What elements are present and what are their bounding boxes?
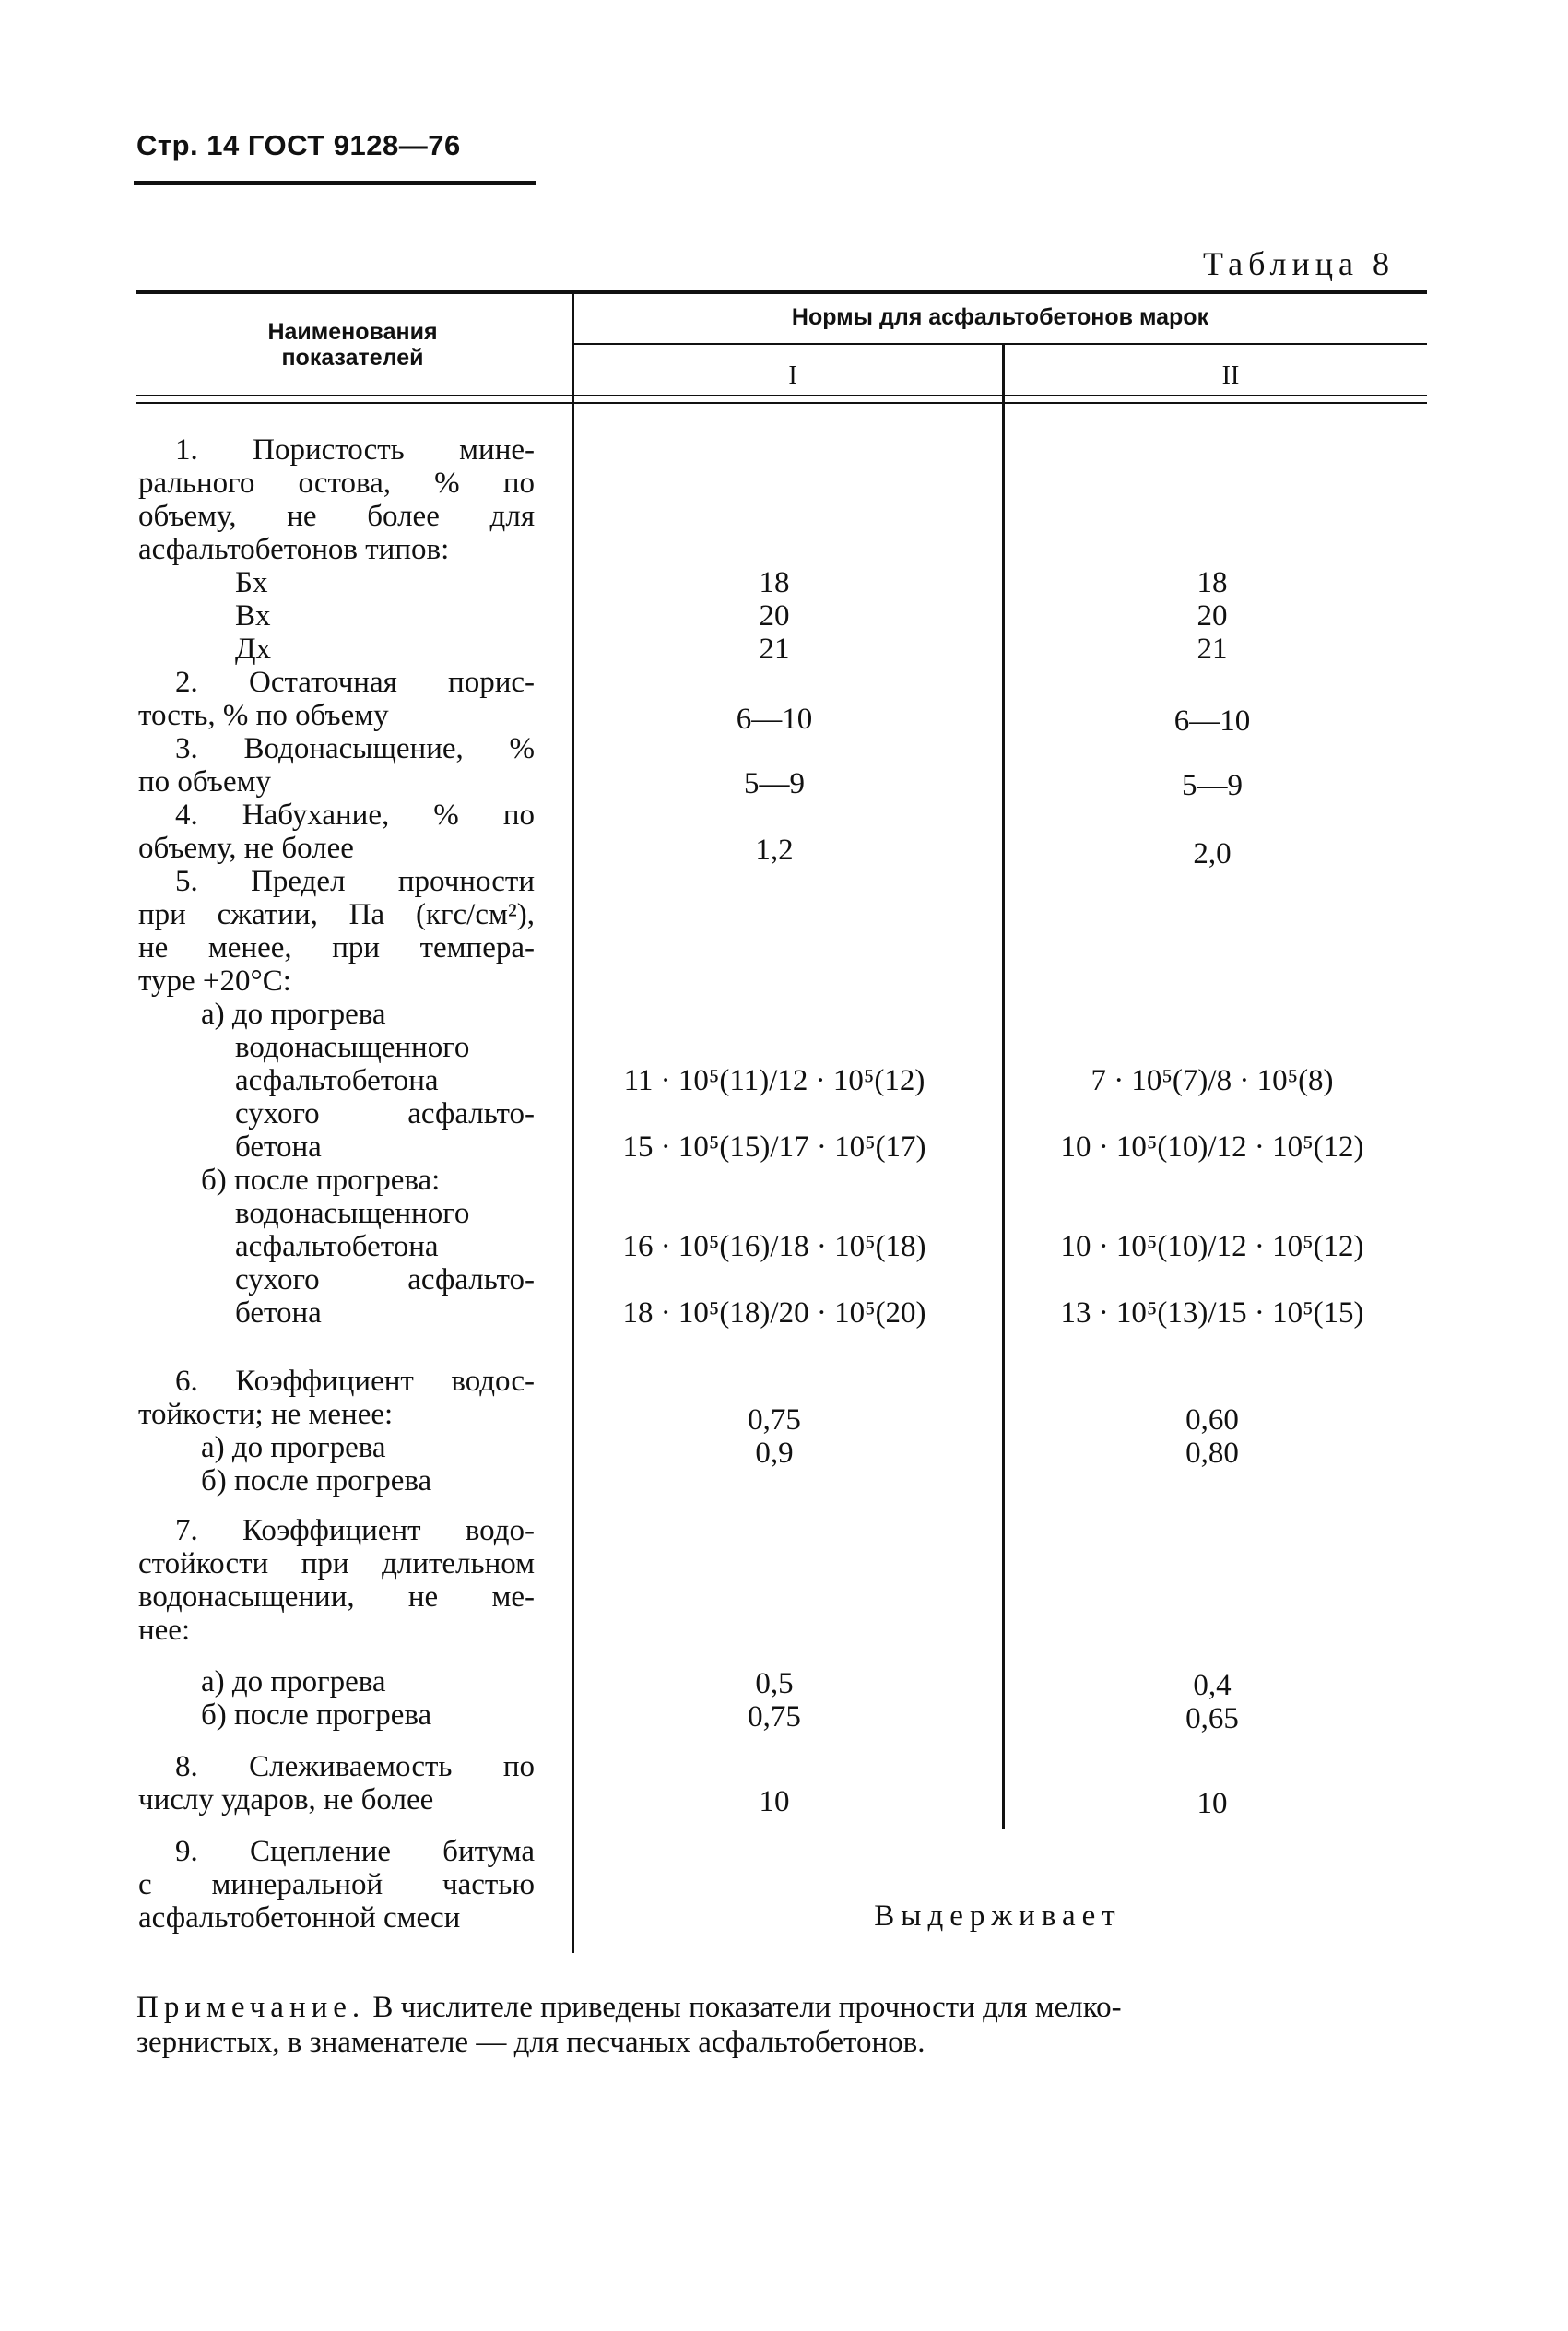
row-8-value-1: 10 [759, 1785, 790, 1818]
row-6-a: а) до прогрева [201, 1431, 386, 1464]
row-5-a-label: а) до прогрева [201, 998, 386, 1031]
row-1-sub-value-2: 21 [1197, 633, 1228, 666]
header-rule [134, 181, 536, 185]
row-4-value-1: 1,2 [755, 834, 794, 867]
row-3-line: 3. Водонасыщение, % [175, 732, 535, 765]
row-1-sub-value-1: 18 [759, 566, 790, 599]
row-9-line: с минеральной частью [138, 1868, 535, 1901]
header-mid-rule [572, 343, 1427, 345]
row-9-line: 9. Сцепление битума [175, 1835, 535, 1868]
row-1-line: 1. Пористость мине- [175, 433, 535, 467]
row-2-value-1: 6—10 [736, 703, 813, 736]
row-6-label [138, 1365, 535, 1497]
row-5-line: при сжатии, Па (кгс/см²), [138, 898, 535, 931]
row-7-value-1-b: 0,75 [748, 1700, 801, 1733]
table-top-rule [136, 290, 1427, 294]
row-6-line: 6. Коэффициент водос- [175, 1365, 535, 1398]
row-5-a-line: водонасыщенного [235, 1031, 470, 1064]
note-text-2: зернистых, в знаменателе — для песчаных асфальтобетонов. [136, 2026, 925, 2059]
row-2-label [138, 666, 535, 732]
row-5-b-dry-value-2: 13 · 10⁵(13)/15 · 10⁵(15) [1060, 1296, 1364, 1330]
row-4-value-2: 2,0 [1193, 837, 1232, 870]
row-5-b-wet-value-2: 10 · 10⁵(10)/12 · 10⁵(12) [1060, 1230, 1364, 1263]
row-9-value: Выдерживает [874, 1899, 1122, 1933]
row-5-b-dry-value-1: 18 · 10⁵(18)/20 · 10⁵(20) [622, 1296, 926, 1330]
row-5-b-line: водонасыщенного [235, 1197, 470, 1230]
row-7-sub-labels [138, 1665, 535, 1732]
column-header-mark-2: II [1221, 361, 1240, 390]
row-3-value-2: 5—9 [1182, 769, 1243, 802]
table-note [136, 1990, 1427, 2060]
row-5-b-dry-line: бетона [235, 1296, 322, 1330]
row-1-sub-value-2: 18 [1197, 566, 1228, 599]
row-8-label [138, 1750, 535, 1816]
table-caption: Таблица 8 [1203, 245, 1395, 282]
row-6-value-2-bottom: 0,80 [1185, 1437, 1239, 1470]
column-header-name-line2: показателей [281, 345, 424, 371]
row-7-line: водонасыщении, не ме- [138, 1580, 535, 1614]
row-5-label [138, 865, 535, 1330]
row-5-a-dry-value-2: 10 · 10⁵(10)/12 · 10⁵(12) [1060, 1130, 1364, 1164]
row-5-a-line: асфальтобетона [235, 1064, 439, 1097]
row-8-line: 8. Слеживаемость по [175, 1750, 535, 1783]
row-7-a: а) до прогрева [201, 1665, 386, 1698]
row-1-sub-label: Бx [235, 566, 268, 599]
row-7-b: б) после прогрева [201, 1698, 432, 1732]
row-6-value-2-top: 0,60 [1185, 1403, 1239, 1437]
note-label: Примечание. [136, 1991, 366, 2024]
row-1-line: рального остова, % по [138, 467, 535, 500]
row-5-b-label: б) после прогрева: [201, 1164, 441, 1197]
row-6-value-1-top: 0,75 [748, 1403, 801, 1437]
row-7-value-1-a: 0,5 [755, 1667, 794, 1700]
row-9-label [138, 1835, 535, 1935]
row-4-line: 4. Набухание, % по [175, 799, 535, 832]
row-4-label [138, 799, 535, 865]
column-header-name-line1: Наименования [267, 319, 438, 345]
row-1-sub-label: Дx [235, 633, 272, 666]
row-3-label [138, 732, 535, 799]
row-5-b-line: асфальтобетона [235, 1230, 439, 1263]
row-5-line: 5. Предел прочности [175, 865, 535, 898]
row-9-line: асфальтобетонной смеси [138, 1901, 461, 1935]
row-2-line: 2. Остаточная порис- [175, 666, 535, 699]
column-header-mark-1: I [788, 361, 797, 390]
row-3-value-1: 5—9 [744, 767, 805, 800]
row-1-line: асфальтобетонов типов: [138, 533, 450, 566]
row-7-line: нее: [138, 1614, 191, 1647]
row-5-b-dry-line: сухого асфальто- [235, 1263, 535, 1296]
row-1-label [138, 433, 535, 666]
row-5-b-wet-value-1: 16 · 10⁵(16)/18 · 10⁵(18) [622, 1230, 926, 1263]
column-header-norms: Нормы для асфальтобетонов марок [791, 304, 1209, 330]
row-5-a-dry-line: сухого асфальто- [235, 1097, 535, 1130]
row-1-sub-value-2: 20 [1197, 599, 1228, 633]
page-header: Стр. 14 ГОСТ 9128—76 [136, 129, 461, 161]
row-5-a-dry-value-1: 15 · 10⁵(15)/17 · 10⁵(17) [622, 1130, 926, 1164]
row-8-line: числу ударов, не более [138, 1783, 434, 1816]
row-5-a-wet-value-1: 11 · 10⁵(11)/12 · 10⁵(12) [623, 1064, 925, 1097]
row-3-line: по объему [138, 765, 271, 799]
row-8-value-2: 10 [1197, 1787, 1228, 1820]
header-bottom-rule [136, 395, 1427, 396]
row-7-value-2-b: 0,65 [1185, 1702, 1239, 1735]
row-1-sub-label: Вx [235, 599, 271, 633]
row-7-label [138, 1514, 535, 1647]
row-4-line: объему, не более [138, 832, 354, 865]
row-1-sub-value-1: 20 [759, 599, 790, 633]
header-bottom-rule-2 [136, 402, 1427, 404]
row-7-value-2-a: 0,4 [1193, 1669, 1232, 1702]
row-2-line: тость, % по объему [138, 699, 389, 732]
row-1-line: объему, не более для [138, 500, 535, 533]
row-5-a-dry-line: бетона [235, 1130, 322, 1164]
row-5-line: не менее, при темпера- [138, 931, 535, 964]
row-7-line: стойкости при длительном [138, 1547, 535, 1580]
column-header-name [138, 319, 567, 371]
row-5-a-wet-value-2: 7 · 10⁵(7)/8 · 10⁵(8) [1091, 1064, 1334, 1097]
row-6-line: тойкости; не менее: [138, 1398, 394, 1431]
row-7-line: 7. Коэффициент водо- [175, 1514, 535, 1547]
row-5-line: туре +20°С: [138, 964, 291, 998]
row-2-value-2: 6—10 [1173, 704, 1251, 738]
row-6-value-1-bottom: 0,9 [755, 1437, 794, 1470]
row-6-b: б) после прогрева [201, 1464, 432, 1497]
note-text: В числителе приведены показатели прочности для мелко- [365, 1991, 1122, 2024]
row-1-sub-value-1: 21 [759, 633, 790, 666]
